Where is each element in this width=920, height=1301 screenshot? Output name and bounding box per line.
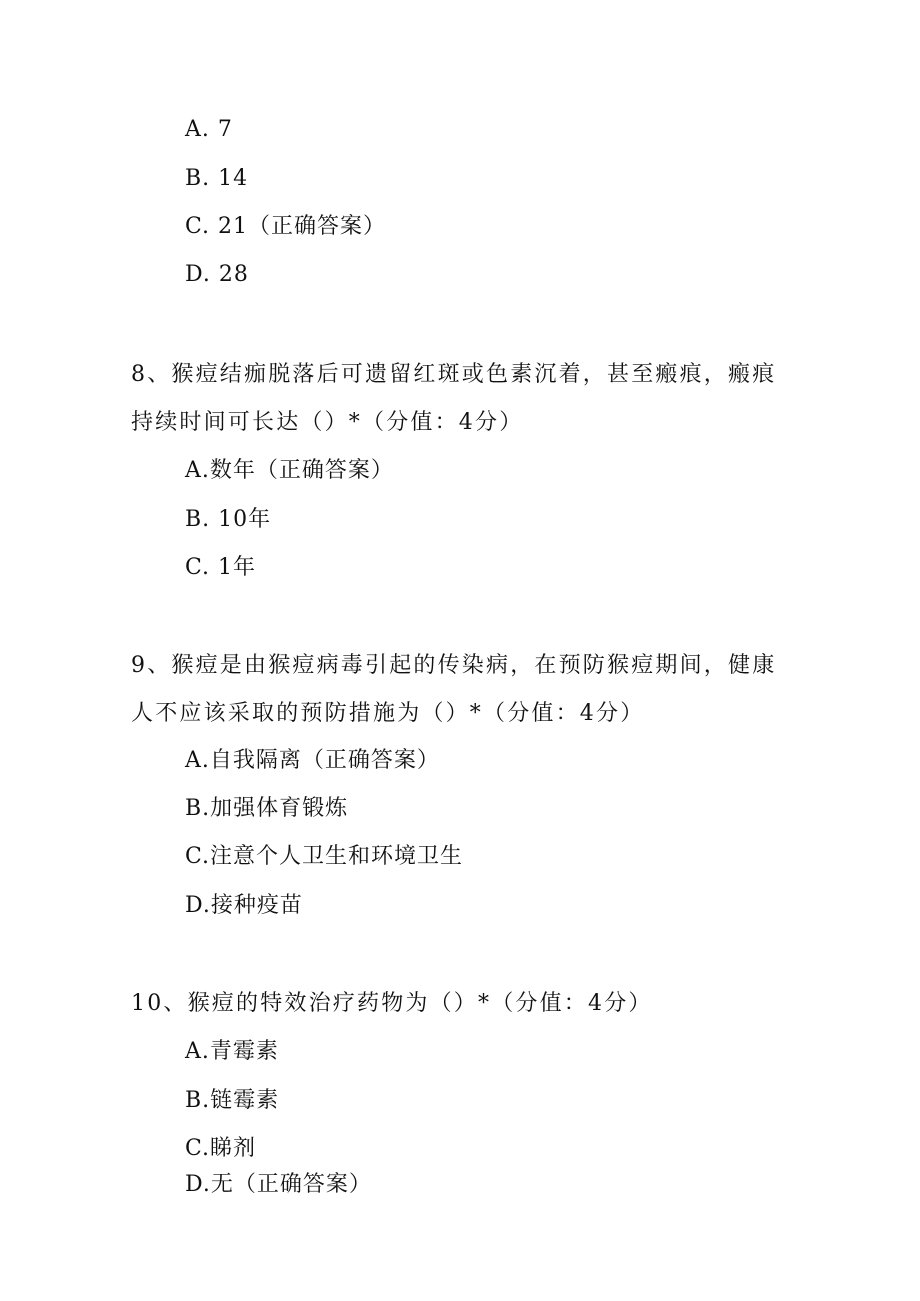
q7-option-d: D. 28 (185, 262, 249, 287)
q10-option-d: D.无（正确答案） (185, 1172, 372, 1197)
q8-option-c: C. 1年 (185, 555, 257, 580)
q10-option-c: C.睇剂 (185, 1136, 257, 1161)
q7-option-b: B. 14 (185, 166, 249, 191)
q8-option-b: B. 10年 (185, 507, 272, 532)
q9-text-line1: 9、猴痘是由猴痘病毒引起的传染病，在预防猴痘期间，健康 (131, 653, 777, 678)
q10-option-a: A.青霉素 (185, 1039, 279, 1064)
q9-option-a: A.自我隔离（正确答案） (185, 748, 440, 773)
q8-option-a: A.数年（正确答案） (185, 458, 394, 483)
q7-option-c: C. 21（正确答案） (185, 214, 387, 239)
q9-text-line2: 人不应该采取的预防措施为（）*（分值：4分） (131, 701, 645, 726)
q9-option-d: D.接种疫苗 (185, 893, 303, 918)
q8-text-line1: 8、猴痘结痂脱落后可遗留红斑或色素沉着，甚至瘢痕，瘢痕 (131, 362, 777, 387)
q8-text-line2: 持续时间可长达（）*（分值：4分） (131, 410, 524, 435)
q7-option-a: A. 7 (185, 117, 233, 142)
q10-text-line1: 10、猴痘的特效治疗药物为（）*（分值：4分） (131, 991, 653, 1016)
q9-option-b: B.加强体育锻炼 (185, 796, 349, 821)
q9-option-c: C.注意个人卫生和环境卫生 (185, 844, 464, 869)
q10-option-b: B.链霉素 (185, 1088, 280, 1113)
